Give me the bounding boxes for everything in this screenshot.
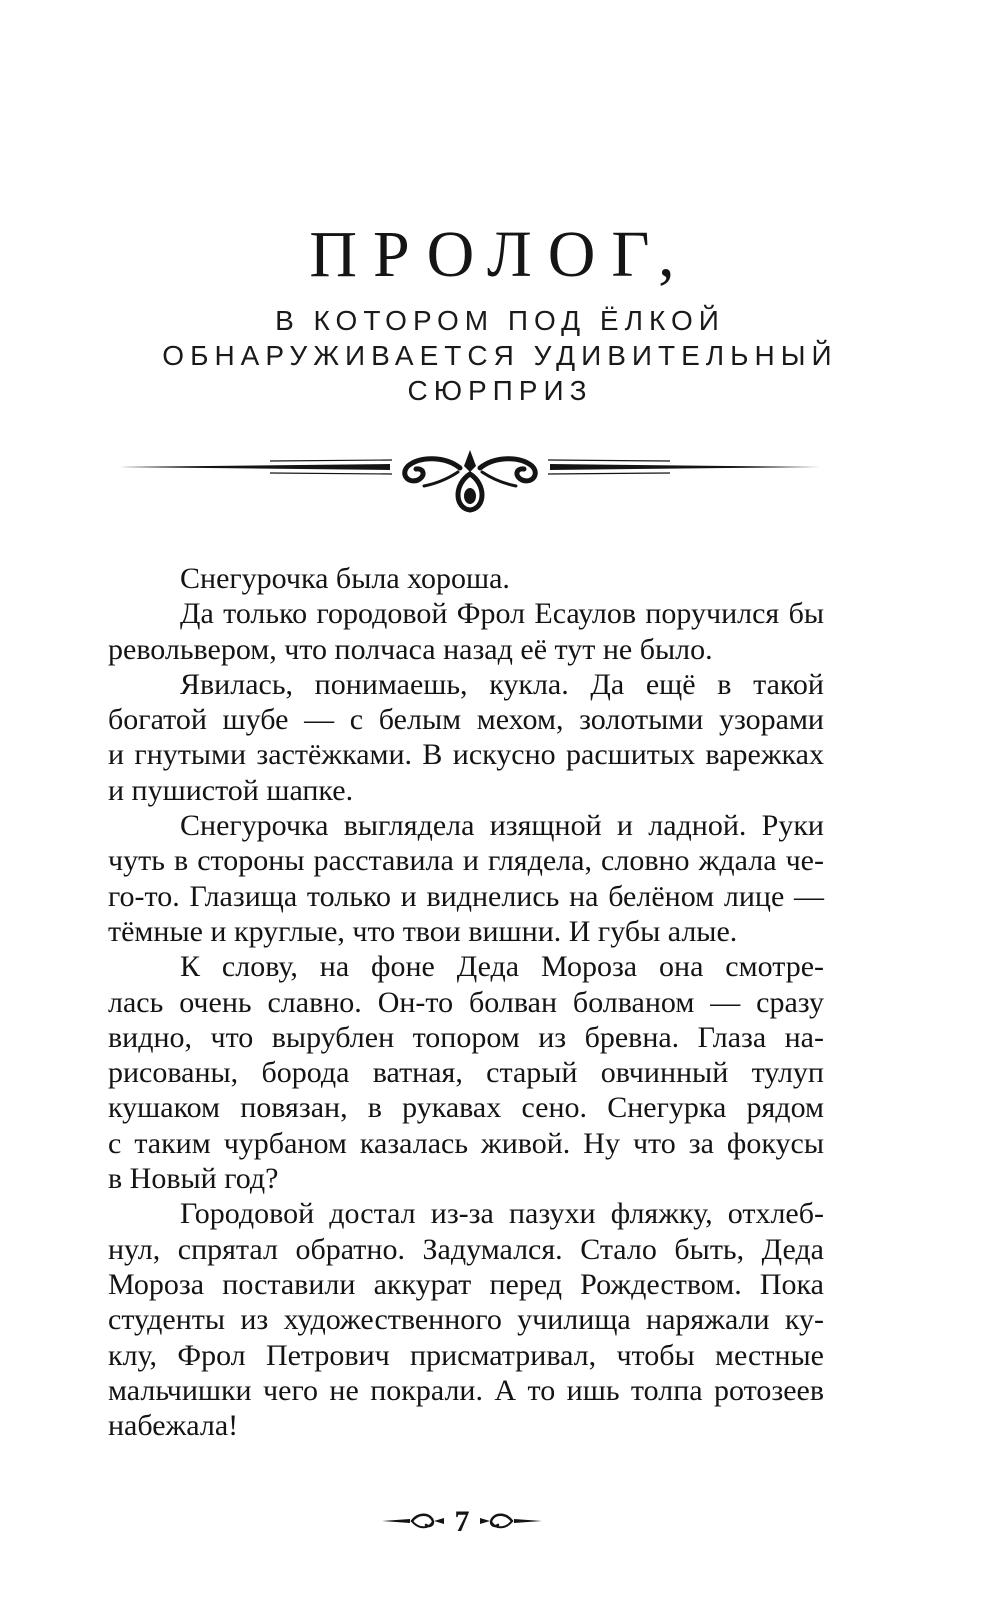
- chapter-title: ПРОЛОГ,: [309, 218, 691, 291]
- text-line: в Новый год?: [108, 1162, 279, 1196]
- text-line: револьвером, что полчаса назад её тут не было.: [108, 632, 713, 666]
- text-line: набежала!: [108, 1409, 239, 1443]
- text-line: лась очень славно. Он-то болван болваном — сразу: [108, 985, 824, 1019]
- text-line: кушаком повязан, в рукавах сено. Снегурка рядом: [108, 1091, 824, 1125]
- text-line: богатой шубе — с белым мехом, золотыми узорами: [108, 703, 824, 737]
- folio-ornament-left-icon: [382, 1510, 444, 1532]
- text-line: и гнутыми застёжками. В искусно расшитых варежках: [108, 738, 824, 772]
- text-line: студенты из художественного училища наряжали ку-: [108, 1303, 824, 1337]
- subtitle-line: СЮРПРИЗ: [407, 375, 593, 406]
- text-line: мальчишки чего не покрали. А то ишь толпа ротозеев: [108, 1373, 824, 1407]
- text-line: клу, Фрол Петрович присматривал, чтобы местные: [108, 1338, 824, 1372]
- text-line: с таким чурбаном казалась живой. Ну что за фокусы: [108, 1126, 824, 1160]
- folio-ornament-right-icon: [480, 1510, 542, 1532]
- subtitle-line: В КОТОРОМ ПОД ЁЛКОЙ: [275, 305, 725, 336]
- page-number: 7: [454, 1505, 470, 1538]
- text-line: чуть в стороны расставила и глядела, словно ждала че-: [108, 844, 824, 878]
- text-line: нул, спрятал обратно. Задумался. Стало быть, Деда: [108, 1232, 824, 1266]
- text-line: Да только городовой Фрол Есаулов поручился бы: [180, 597, 824, 631]
- text-line: рисованы, борода ватная, старый овчинный тулуп: [108, 1056, 824, 1090]
- text-line: го-то. Глазища только и виднелись на белёном лице —: [108, 879, 824, 913]
- page-footer: [0, 1502, 1000, 1542]
- text-line: тёмные и круглые, что твои вишни. И губы алые.: [108, 914, 738, 948]
- text-line: Явилась, понимаешь, кукла. Да ещё в такой: [180, 667, 824, 701]
- body-text: [108, 561, 824, 1443]
- chapter-subtitle: [0, 303, 1000, 408]
- text-line: Снегурочка была хороша.: [180, 562, 510, 595]
- text-line: К слову, на фоне Деда Мороза она смотре-: [180, 950, 824, 984]
- text-line: Мороза поставили аккурат перед Рождеством. Пока: [108, 1267, 824, 1301]
- chapter-ornament: [120, 448, 820, 518]
- text-line: видно, что вырублен топором из бревна. Глаза на-: [108, 1020, 824, 1054]
- text-line: Снегурочка выглядела изящной и ладной. Руки: [180, 809, 824, 843]
- text-line: и пушистой шапке.: [108, 773, 354, 807]
- text-line: Городовой достал из-за пазухи фляжку, отхлеб-: [180, 1197, 824, 1231]
- subtitle-line: ОБНАРУЖИВАЕТСЯ УДИВИТЕЛЬНЫЙ: [162, 340, 838, 371]
